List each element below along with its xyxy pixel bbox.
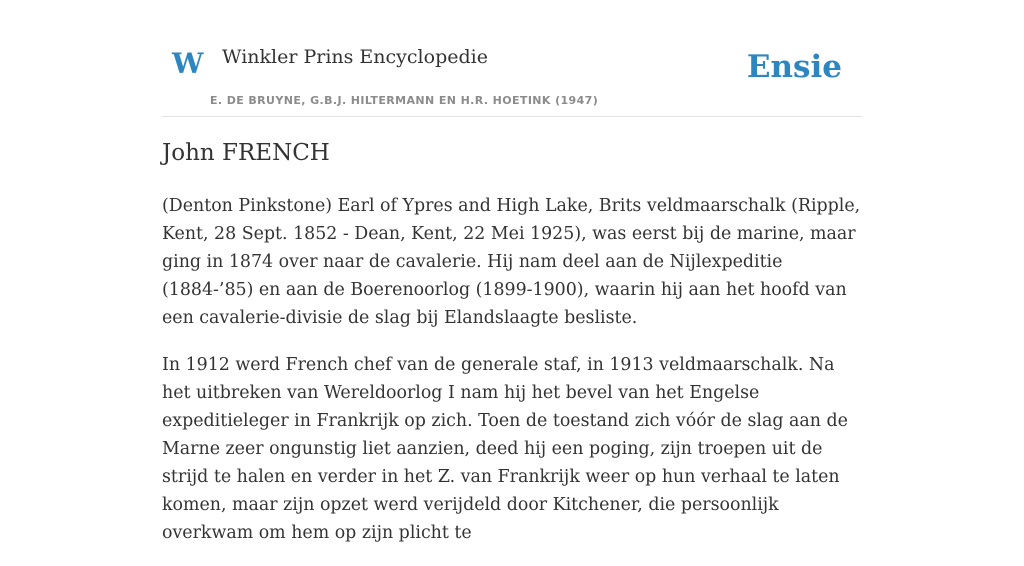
page-container [162,0,862,543]
encyclopedia-title[interactable]: Winkler Prins Encyclopedie [222,46,488,68]
article-body [162,192,862,566]
encyclopedia-logo[interactable]: W [172,47,204,80]
article-paragraph: (Denton Pinkstone) Earl of Ypres and High Lake, Brits veldmaarschalk (Ripple, Kent, 28 Sept. 1852 - Dean, Kent, 22 Mei 1925), was eerst bij de marine, maar ging in 1874 over naar de cavalerie. Hij nam deel aan de Nijlexpeditie (1884-’85) en aan de Boerenoorlog (1899-1900), waarin hij aan het hoofd van een cavalerie-divisie de slag bij Elandslaagte besliste. [162,196,861,328]
header [162,0,862,117]
article-paragraph: In 1912 werd French chef van de generale staf, in 1913 veldmaarschalk. Na het uitbreken van Wereldoorlog I nam hij het bevel van het Engelse expeditieleger in Frankrijk op zich. Toen de toestand zich vóór de slag aan de Marne zeer ongunstig liet aanzien, deed hij een poging, zijn troepen uit de strijd te halen en verder in het Z. van Frankrijk weer op hun verhaal te laten komen, maar zijn opzet werd verijdeld door Kitchener, die persoonlijk overkwam om hem op zijn plicht te [162,355,848,543]
encyclopedia-authors: E. DE BRUYNE, G.B.J. HILTERMANN EN H.R. HOETINK (1947) [210,94,599,107]
ensie-brand-link[interactable]: Ensie [746,49,842,85]
article-title: John FRENCH [162,140,330,166]
